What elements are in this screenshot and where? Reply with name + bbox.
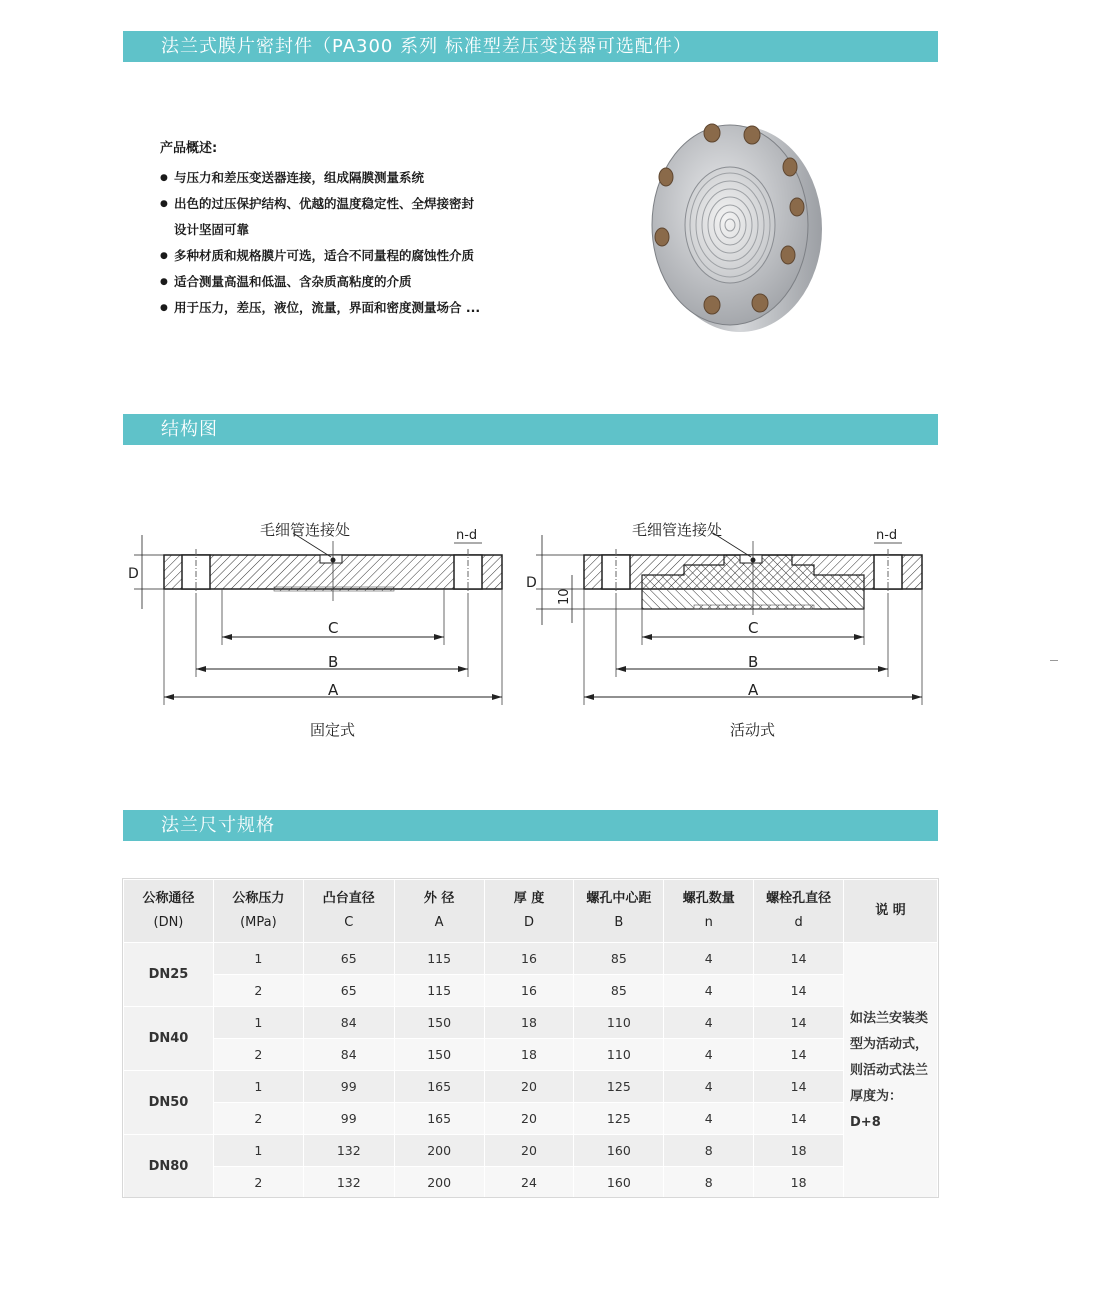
header-bolt-circle xyxy=(574,880,664,943)
overview-item: ● 适合测量高温和低温、含杂质高粘度的介质 xyxy=(160,269,480,295)
overview-item: ● 多种材质和规格膜片可选，适合不同量程的腐蚀性介质 xyxy=(160,243,480,269)
table-cell: 4 xyxy=(664,1039,754,1071)
table-cell: 125 xyxy=(574,1103,664,1135)
header-label: 螺栓孔直径 xyxy=(766,891,832,906)
table-cell: 132 xyxy=(303,1135,394,1167)
header-label: 说 明 xyxy=(875,903,906,918)
table-cell: 65 xyxy=(303,943,394,975)
capillary-label: 毛细管连接处 xyxy=(632,521,723,539)
table-row xyxy=(124,1007,938,1039)
header-hole-count xyxy=(664,880,754,943)
table-row xyxy=(124,1071,938,1103)
header-boss-diameter xyxy=(303,880,394,943)
table-cell: 14 xyxy=(754,1039,844,1071)
table-cell: 85 xyxy=(574,943,664,975)
table-cell: 150 xyxy=(394,1007,484,1039)
table-cell: 4 xyxy=(664,943,754,975)
table-cell: 115 xyxy=(394,943,484,975)
structure-section-title: 结构图 xyxy=(123,414,938,445)
table-cell: 84 xyxy=(303,1039,394,1071)
table-row xyxy=(124,1167,938,1199)
table-cell: 84 xyxy=(303,1007,394,1039)
fixed-flange-drawing xyxy=(128,505,508,755)
table-cell: 18 xyxy=(484,1039,574,1071)
header-label: 外 径 xyxy=(423,891,455,906)
overview-item: ● 用于压力，差压，液位，流量，界面和密度测量场合 ... xyxy=(160,295,480,321)
table-cell: 14 xyxy=(754,1007,844,1039)
table-cell: 14 xyxy=(754,1103,844,1135)
table-cell: 85 xyxy=(574,975,664,1007)
table-cell: 4 xyxy=(664,1071,754,1103)
table-row xyxy=(124,1135,938,1167)
table-cell: 132 xyxy=(303,1167,394,1199)
table-cell: 20 xyxy=(484,1071,574,1103)
table-cell: 4 xyxy=(664,1007,754,1039)
table-cell: 160 xyxy=(574,1167,664,1199)
header-thickness xyxy=(484,880,574,943)
nd-label: n-d xyxy=(876,528,898,543)
overview-item: ● 与压力和差压变送器连接，组成隔膜测量系统 xyxy=(160,165,480,191)
table-cell: 99 xyxy=(303,1071,394,1103)
dim-c-label: C xyxy=(328,619,339,637)
header-label: 螺孔数量 xyxy=(682,891,735,906)
header-label: 厚 度 xyxy=(513,891,545,906)
note-cell: 如法兰安装类型为活动式，则活动式法兰厚度为：D+8 xyxy=(844,943,938,1199)
table-header-row xyxy=(124,880,938,943)
mobile-flange-drawing xyxy=(526,505,928,755)
table-cell: 110 xyxy=(574,1007,664,1039)
product-overview xyxy=(160,137,480,321)
mobile-caption: 活动式 xyxy=(730,721,776,739)
table-row xyxy=(124,943,938,975)
table-cell: 1 xyxy=(213,1135,303,1167)
header-sub: n xyxy=(704,915,713,930)
table-cell: 4 xyxy=(664,975,754,1007)
table-cell: 110 xyxy=(574,1039,664,1071)
overview-heading: 产品概述: xyxy=(160,141,218,156)
table-cell: 150 xyxy=(394,1039,484,1071)
header-outer-diameter xyxy=(394,880,484,943)
header-sub: C xyxy=(344,915,354,930)
dn-cell: DN50 xyxy=(124,1071,214,1135)
dim-d-label: D xyxy=(526,575,537,591)
table-cell: 14 xyxy=(754,943,844,975)
header-sub: d xyxy=(794,915,803,930)
header-sub: D xyxy=(523,915,534,930)
table-row xyxy=(124,1103,938,1135)
dim-c-label: C xyxy=(748,619,759,637)
table-cell: 14 xyxy=(754,1071,844,1103)
table-cell: 8 xyxy=(664,1167,754,1199)
table-cell: 20 xyxy=(484,1103,574,1135)
table-cell: 2 xyxy=(213,1167,303,1199)
table-cell: 18 xyxy=(754,1167,844,1199)
overview-list xyxy=(160,165,480,321)
table-cell: 115 xyxy=(394,975,484,1007)
dim-10-label: 10 xyxy=(557,588,572,605)
table-cell: 16 xyxy=(484,975,574,1007)
header-dn xyxy=(124,880,214,943)
table-cell: 20 xyxy=(484,1135,574,1167)
table-cell: 165 xyxy=(394,1103,484,1135)
table-cell: 1 xyxy=(213,1007,303,1039)
table-cell: 24 xyxy=(484,1167,574,1199)
table-cell: 4 xyxy=(664,1103,754,1135)
table-cell: 2 xyxy=(213,975,303,1007)
header-label: 公称通径 xyxy=(142,891,195,906)
overview-section-title: 法兰式膜片密封件（PA300 系列 标准型差压变送器可选配件） xyxy=(123,31,938,62)
overview-item-continued: 设计坚固可靠 xyxy=(174,222,250,237)
table-cell: 125 xyxy=(574,1071,664,1103)
dim-a-label: A xyxy=(328,681,339,699)
header-label: 螺孔中心距 xyxy=(586,891,652,906)
dim-b-label: B xyxy=(328,653,339,671)
nd-label: n-d xyxy=(456,528,478,543)
table-cell: 99 xyxy=(303,1103,394,1135)
dim-d-label: D xyxy=(128,566,139,582)
dim-a-label: A xyxy=(748,681,759,699)
header-note xyxy=(844,880,938,943)
table-row xyxy=(124,975,938,1007)
table-row xyxy=(124,1039,938,1071)
spec-section-title: 法兰尺寸规格 xyxy=(123,810,938,841)
fixed-caption: 固定式 xyxy=(310,721,356,739)
header-label: 公称压力 xyxy=(232,891,285,906)
table-cell: 200 xyxy=(394,1167,484,1199)
margin-mark xyxy=(1050,660,1058,661)
capillary-label: 毛细管连接处 xyxy=(260,521,351,539)
dn-cell: DN80 xyxy=(124,1135,214,1199)
table-cell: 1 xyxy=(213,1071,303,1103)
flange-product-photo xyxy=(640,105,825,345)
dim-b-label: B xyxy=(748,653,759,671)
header-pressure xyxy=(213,880,303,943)
table-cell: 2 xyxy=(213,1103,303,1135)
table-cell: 18 xyxy=(754,1135,844,1167)
table-cell: 165 xyxy=(394,1071,484,1103)
header-sub: (DN) xyxy=(153,915,184,930)
table-cell: 2 xyxy=(213,1039,303,1071)
overview-item: ● 出色的过压保护结构、优越的温度稳定性、全焊接密封 xyxy=(160,191,480,217)
table-cell: 14 xyxy=(754,975,844,1007)
header-sub: A xyxy=(434,915,444,930)
header-sub: (MPa) xyxy=(240,915,277,930)
table-cell: 16 xyxy=(484,943,574,975)
flange-spec-table xyxy=(123,879,938,1199)
dn-cell: DN40 xyxy=(124,1007,214,1071)
table-cell: 18 xyxy=(484,1007,574,1039)
header-label: 凸台直径 xyxy=(322,891,375,906)
table-cell: 8 xyxy=(664,1135,754,1167)
table-cell: 65 xyxy=(303,975,394,1007)
table-cell: 200 xyxy=(394,1135,484,1167)
header-sub: B xyxy=(614,915,624,930)
header-hole-diameter xyxy=(754,880,844,943)
table-cell: 160 xyxy=(574,1135,664,1167)
dn-cell: DN25 xyxy=(124,943,214,1007)
table-cell: 1 xyxy=(213,943,303,975)
